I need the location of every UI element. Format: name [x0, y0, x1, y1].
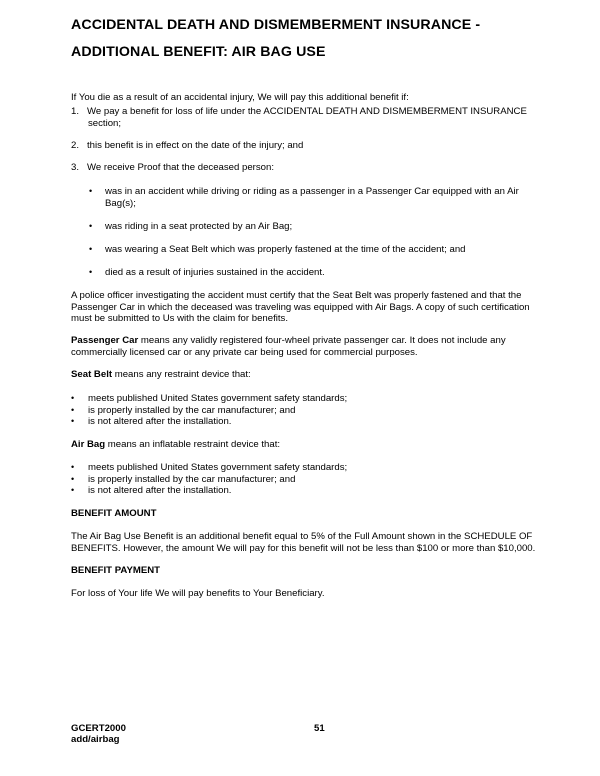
page-number: 51	[314, 723, 325, 734]
benefit-amount-heading: BENEFIT AMOUNT	[71, 508, 157, 519]
intro-text: If You die as a result of an accidental injury, We will pay this additional benefit if:	[71, 92, 409, 103]
definition-term: Passenger Car	[71, 335, 139, 346]
passenger-car-definition	[71, 335, 551, 358]
seat-belt-bullets	[71, 393, 551, 428]
list-item	[71, 416, 551, 428]
list-item-text: is not altered after the installation.	[88, 416, 232, 427]
list-item	[71, 462, 551, 474]
definition-term: Seat Belt	[71, 369, 113, 380]
bullet-icon: •	[71, 404, 75, 415]
footer-section-code: add/airbag	[71, 734, 120, 745]
list-item	[71, 405, 551, 417]
list-item	[71, 485, 551, 497]
list-item-text: is properly installed by the car manufacturer; and	[88, 404, 296, 416]
condition-number: 3.	[71, 162, 80, 173]
proof-bullet-text: was wearing a Seat Belt which was properly fastened at the time of the accident; and	[105, 244, 466, 255]
seat-belt-definition	[71, 369, 551, 381]
condition-1	[71, 106, 551, 129]
condition-text: this benefit is in effect on the date of the injury; and	[87, 140, 304, 151]
definition-text: means any validly registered four-wheel private passenger car. It does not include any	[138, 335, 506, 346]
definition-text-cont: commercially licensed car or any private car being used for commercial purposes.	[71, 346, 418, 358]
benefit-payment-heading: BENEFIT PAYMENT	[71, 565, 161, 576]
bullet-icon: •	[89, 186, 93, 196]
bullet-icon: •	[71, 473, 75, 484]
proof-bullet	[89, 186, 549, 209]
condition-number: 1.	[71, 106, 80, 117]
bullet-icon: •	[71, 416, 75, 426]
paragraph-line: A police officer investigating the accident must certify that the Seat Belt was properly fastened and that the	[71, 290, 522, 301]
list-item-text: meets published United States government safety standards;	[88, 462, 348, 473]
bullet-icon: •	[71, 462, 75, 472]
proof-bullet-text: was riding in a seat protected by an Air Bag;	[105, 221, 293, 232]
benefit-payment-text: For loss of Your life We will pay benefits to Your Beneficiary.	[71, 588, 325, 599]
condition-text: We receive Proof that the deceased person:	[87, 162, 275, 173]
definition-text: means an inflatable restraint device that:	[105, 439, 281, 450]
proof-bullet-text: died as a result of injuries sustained in the accident.	[105, 267, 325, 278]
paragraph-line: BENEFITS. However, the amount We will pay for this benefit will not be less than $100 or more than $10,000.	[71, 542, 536, 554]
paragraph-line: The Air Bag Use Benefit is an additional benefit equal to 5% of the Full Amount shown in the SCHEDULE OF	[71, 531, 533, 542]
condition-3	[71, 162, 551, 174]
list-item-text: is properly installed by the car manufacturer; and	[88, 473, 296, 485]
footer-form-code: GCERT2000	[71, 723, 126, 734]
list-item	[71, 393, 551, 405]
definition-term: Air Bag	[71, 439, 106, 450]
bullet-icon: •	[71, 485, 75, 495]
benefit-amount-text	[71, 531, 561, 554]
title-line-2: ADDITIONAL BENEFIT: AIR BAG USE	[71, 44, 326, 60]
air-bag-definition	[71, 439, 551, 451]
condition-number: 2.	[71, 140, 80, 151]
police-certification-paragraph	[71, 290, 551, 325]
proof-bullet	[89, 221, 549, 233]
proof-bullet-text: was in an accident while driving or riding as a passenger in a Passenger Car equipped with an Air	[105, 186, 519, 197]
title-line-1: ACCIDENTAL DEATH AND DISMEMBERMENT INSURANCE -	[71, 17, 481, 33]
paragraph-line: Passenger Car in which the deceased was traveling was equipped with Air Bags. A copy of such certification	[71, 301, 530, 313]
condition-text-cont: section;	[88, 117, 122, 129]
definition-text: means any restraint device that:	[112, 369, 251, 380]
bullet-icon: •	[89, 267, 93, 277]
proof-bullet-text-cont: Bag(s);	[105, 197, 136, 209]
list-item-text: is not altered after the installation.	[88, 485, 232, 496]
bullet-icon: •	[71, 393, 75, 403]
paragraph-line: must be submitted to Us with the claim for benefits.	[71, 313, 289, 324]
proof-bullet	[89, 244, 549, 256]
condition-text: We pay a benefit for loss of life under the ACCIDENTAL DEATH AND DISMEMBERMENT INSURANCE	[87, 106, 527, 117]
list-item-text: meets published United States government safety standards;	[88, 393, 348, 404]
bullet-icon: •	[89, 221, 93, 231]
air-bag-bullets	[71, 462, 551, 497]
proof-bullet	[89, 267, 549, 279]
list-item	[71, 474, 551, 486]
condition-2	[71, 140, 551, 152]
bullet-icon: •	[89, 244, 93, 254]
